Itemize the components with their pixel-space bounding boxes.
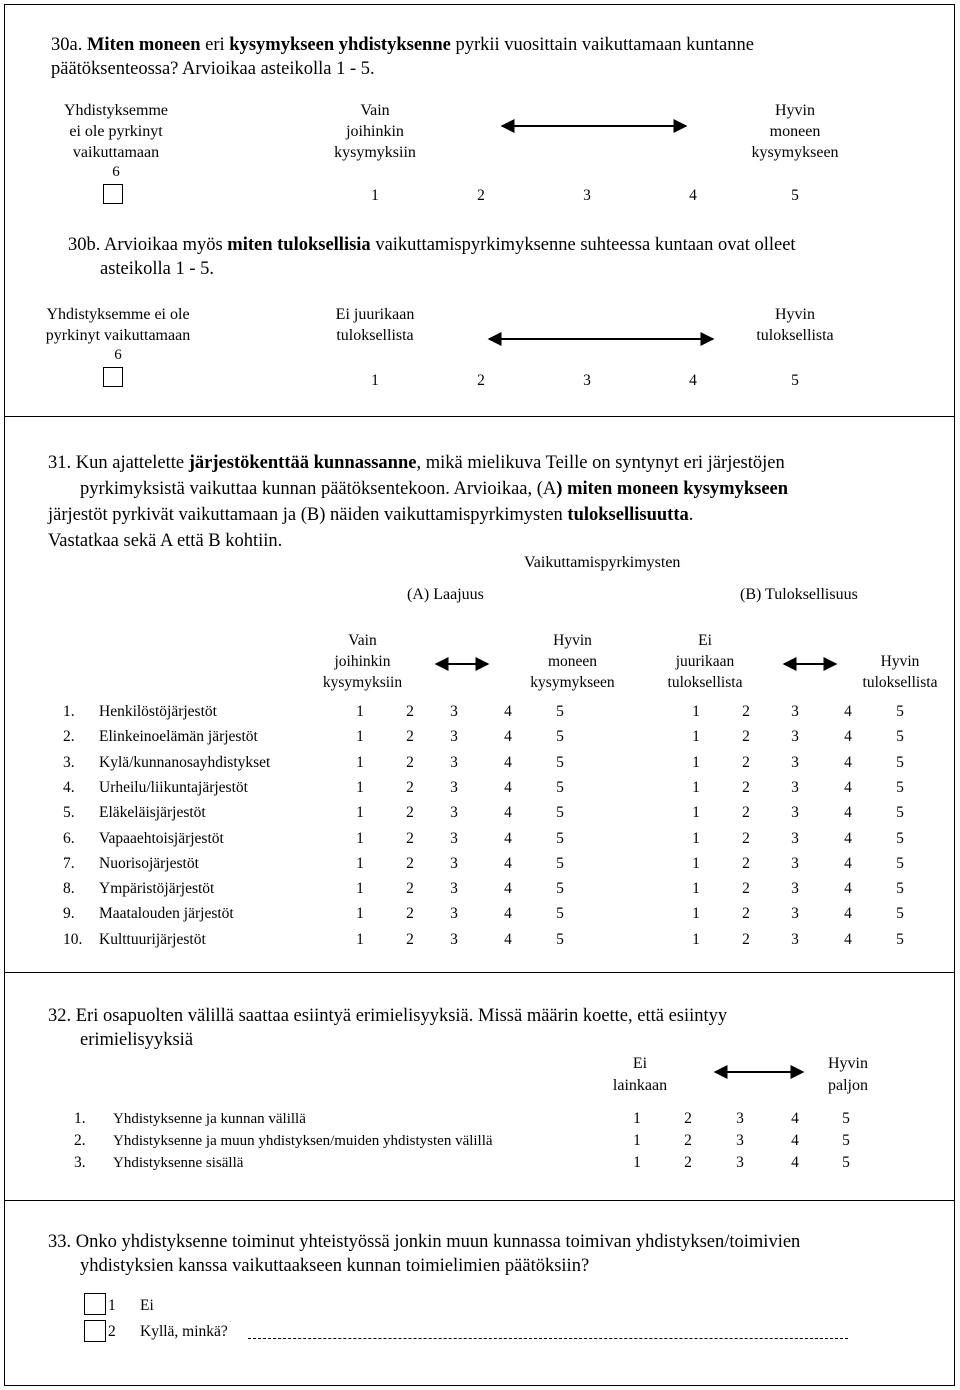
q31-row-b-scale-3[interactable]: 3: [791, 829, 799, 847]
q30b-left-1: Yhdistyksemme ei ole: [46, 306, 190, 323]
q30b-scale-2[interactable]: 2: [477, 372, 485, 389]
q31-row-b-scale-2[interactable]: 2: [742, 930, 750, 948]
q32-high-1: Hyvin: [828, 1055, 868, 1072]
q31-row-b-scale-2[interactable]: 2: [742, 753, 750, 771]
q31-row-b-scale-2[interactable]: 2: [742, 728, 750, 746]
q31-row-a-scale-4[interactable]: 4: [504, 905, 512, 923]
q31-row-b-scale-1[interactable]: 1: [692, 778, 700, 796]
q30b-text-3: vaikuttamispyrkimyksenne suhteessa kuntaan ovat olleet: [370, 235, 796, 255]
q31-row-b-scale-5[interactable]: 5: [896, 778, 904, 796]
q32-number: 32.: [48, 1006, 72, 1026]
q31-a-low-1: Vain: [348, 632, 377, 649]
q33-option-1-number: 1: [108, 1297, 116, 1314]
q31-row-a-scale-5[interactable]: 5: [556, 854, 564, 872]
q31-row-b-scale-5[interactable]: 5: [896, 753, 904, 771]
q32-row-number: 2.: [74, 1132, 86, 1149]
q31-l3c: .: [688, 505, 694, 525]
q31-row-label: Eläkeläisjärjestöt: [99, 804, 206, 822]
q31-row-a-scale-3[interactable]: 3: [450, 880, 458, 898]
q31-b-double-arrow-icon: [780, 656, 840, 672]
q30b-scale-4[interactable]: 4: [689, 372, 697, 389]
q33-number: 33.: [48, 1232, 72, 1252]
q32-row-scale-3[interactable]: 3: [736, 1132, 744, 1149]
q31-number: 31.: [48, 453, 72, 473]
q31-row-b-scale-2[interactable]: 2: [742, 703, 750, 720]
q31-l2b: ) miten moneen kysymykseen: [556, 479, 789, 499]
q31-row-b-scale-3[interactable]: 3: [791, 880, 799, 898]
q31-row-b-scale-5[interactable]: 5: [896, 829, 904, 847]
q31-row-a-scale-5[interactable]: 5: [556, 728, 564, 746]
q31-l1b: järjestökenttää kunnassanne: [188, 453, 417, 473]
q33-option-1-checkbox[interactable]: [84, 1293, 106, 1315]
q30b-low-anchor: [305, 304, 445, 346]
q31-a-high-3: kysymykseen: [530, 674, 615, 691]
q30a-scale-3[interactable]: 3: [583, 187, 591, 204]
q31-row-a-scale-3[interactable]: 3: [450, 804, 458, 822]
q32-row-scale-4[interactable]: 4: [791, 1132, 799, 1149]
q31-l1a: Kun ajattelette: [75, 453, 189, 473]
q30a-left-2: ei ole pyrkinyt: [69, 123, 163, 140]
q32-low-anchor: [585, 1053, 695, 1097]
q31-row-a-scale-2[interactable]: 2: [406, 829, 414, 847]
q31-l1c: , mikä mielikuva Teille on syntynyt eri järjestöjen: [416, 453, 785, 473]
q30a-text-1: Miten moneen: [86, 35, 201, 55]
q32-row-number: 1.: [74, 1110, 86, 1127]
q32-row-label: Yhdistyksenne ja muun yhdistyksen/muiden yhdistysten välillä: [113, 1133, 493, 1149]
q31-row-a-scale-5[interactable]: 5: [556, 804, 564, 822]
q32-row-scale-3[interactable]: 3: [736, 1110, 744, 1127]
q30a-text-line2: päätöksenteossa? Arvioikaa asteikolla 1 - 5.: [51, 59, 375, 79]
q31-row-a-scale-4[interactable]: 4: [504, 778, 512, 796]
q31-row-a-scale-3[interactable]: 3: [450, 854, 458, 872]
q31-row-a-scale-1[interactable]: 1: [356, 703, 364, 720]
q31-b-low-anchor: [650, 630, 760, 693]
q31-row-a-scale-4[interactable]: 4: [504, 829, 512, 847]
q32-row-scale-4[interactable]: 4: [791, 1110, 799, 1127]
q31-row-a-scale-1[interactable]: 1: [356, 804, 364, 822]
q32-line2: erimielisyyksiä: [80, 1030, 194, 1050]
q31-row-a-scale-3[interactable]: 3: [450, 753, 458, 771]
q30b-low-2: tuloksellista: [336, 327, 414, 344]
q31-a-low-2: joihinkin: [334, 653, 391, 670]
q31-row-b-scale-5[interactable]: 5: [896, 905, 904, 923]
q32-row-scale-5[interactable]: 5: [842, 1110, 850, 1127]
q31-row-b-scale-3[interactable]: 3: [791, 703, 799, 720]
q31-row-b-scale-4[interactable]: 4: [844, 930, 852, 948]
q31-row-a-scale-4[interactable]: 4: [504, 703, 512, 720]
q31-row-b-scale-1[interactable]: 1: [692, 880, 700, 898]
q31-l3a: järjestöt pyrkivät vaikuttamaan ja (B) näiden vaikuttamispyrkimysten: [48, 505, 568, 525]
q31-row-a-scale-5[interactable]: 5: [556, 778, 564, 796]
q32-row-number: 3.: [74, 1154, 86, 1171]
q32-row-scale-5[interactable]: 5: [842, 1154, 850, 1171]
q32-row-scale-2[interactable]: 2: [684, 1110, 692, 1127]
q30a-low-1: Vain: [360, 102, 390, 119]
q31-row-label: Elinkeinoelämän järjestöt: [99, 728, 258, 746]
q31-row-b-scale-4[interactable]: 4: [844, 829, 852, 847]
q30b-left-2: pyrkinyt vaikuttamaan: [45, 327, 191, 344]
q31-row-b-scale-5[interactable]: 5: [896, 930, 904, 948]
q31-row-a-scale-1[interactable]: 1: [356, 728, 364, 746]
q30b-scale-5[interactable]: 5: [791, 372, 799, 389]
q30a-left-1: Yhdistyksemme: [64, 102, 168, 119]
q31-row-b-scale-4[interactable]: 4: [844, 703, 852, 720]
q31-row-a-scale-1[interactable]: 1: [356, 778, 364, 796]
q31-row-a-scale-1[interactable]: 1: [356, 753, 364, 771]
q31-row-b-scale-1[interactable]: 1: [692, 930, 700, 948]
q31-row-b-scale-3[interactable]: 3: [791, 778, 799, 796]
q31-row-b-scale-1[interactable]: 1: [692, 753, 700, 771]
q31-row-label: Urheilu/liikuntajärjestöt: [99, 778, 248, 796]
q31-row-b-scale-5[interactable]: 5: [896, 703, 904, 720]
q31-row-a-scale-1[interactable]: 1: [356, 829, 364, 847]
divider-q31-q32: [5, 972, 954, 973]
q31-row-a-scale-4[interactable]: 4: [504, 728, 512, 746]
q33-option-2-label: Kyllä, minkä?: [140, 1323, 228, 1340]
q31-row-label: Henkilöstöjärjestöt: [99, 703, 217, 720]
q32-row-scale-5[interactable]: 5: [842, 1132, 850, 1149]
q33-answer-line[interactable]: [248, 1338, 848, 1339]
q31-l4: Vastatkaa sekä A että B kohtiin.: [48, 531, 283, 551]
q30a-high-anchor: [725, 100, 865, 163]
q31-b-high-anchor: [845, 651, 955, 693]
q31-row-a-scale-4[interactable]: 4: [504, 880, 512, 898]
q31-group-header: Vaikuttamispyrkimysten: [524, 554, 681, 571]
divider-q32-q33: [5, 1200, 954, 1201]
q30b-high-2: tuloksellista: [756, 327, 834, 344]
q31-row-a-scale-3[interactable]: 3: [450, 829, 458, 847]
q31-l3b: tuloksellisuutta: [567, 505, 689, 525]
q31-row-number: 7.: [63, 854, 75, 872]
q30a-high-3: kysymykseen: [751, 144, 839, 161]
q31-row-label: Kulttuurijärjestöt: [99, 930, 206, 948]
q33-option-2-number: 2: [108, 1323, 116, 1340]
q30a-high-2: moneen: [769, 123, 821, 140]
q31-row-a-scale-3[interactable]: 3: [450, 728, 458, 746]
q31-row-b-scale-3[interactable]: 3: [791, 854, 799, 872]
q30a-left-3: vaikuttamaan: [72, 144, 160, 161]
q31-question: [48, 450, 953, 554]
q30a-number: 30a.: [51, 35, 83, 55]
q33-option-2-checkbox[interactable]: [84, 1320, 106, 1342]
q31-row-b-scale-2[interactable]: 2: [742, 880, 750, 898]
q31-b-low-3: tuloksellista: [667, 674, 743, 691]
q30a-text-2: eri: [200, 35, 230, 55]
q30b-text-line2: asteikolla 1 - 5.: [100, 259, 215, 279]
q30b-high-anchor: [725, 304, 865, 346]
q30b-high-1: Hyvin: [775, 306, 815, 323]
q32-row-label: Yhdistyksenne ja kunnan välillä: [113, 1111, 306, 1127]
q31-row-a-scale-2[interactable]: 2: [406, 703, 414, 720]
q31-row-a-scale-1[interactable]: 1: [356, 930, 364, 948]
q31-row-b-scale-2[interactable]: 2: [742, 854, 750, 872]
q30b-box-number: 6: [114, 347, 122, 363]
q31-a-low-anchor: [305, 630, 420, 693]
q31-a-double-arrow-icon: [432, 656, 492, 672]
q31-row-b-scale-3[interactable]: 3: [791, 728, 799, 746]
q31-row-a-scale-4[interactable]: 4: [504, 930, 512, 948]
q31-row-b-scale-2[interactable]: 2: [742, 778, 750, 796]
q31-row-number: 2.: [63, 728, 75, 746]
q31-row-number: 3.: [63, 753, 75, 771]
q30b-text-1: Arvioikaa myös: [103, 235, 228, 255]
q31-row-number: 9.: [63, 905, 75, 923]
q31-row-b-scale-4[interactable]: 4: [844, 728, 852, 746]
q31-row-b-scale-1[interactable]: 1: [692, 854, 700, 872]
q32-row-scale-1[interactable]: 1: [633, 1132, 641, 1149]
q32-high-anchor: [793, 1053, 903, 1097]
q32-high-2: paljon: [828, 1077, 868, 1094]
q30a-low-anchor: [305, 100, 445, 163]
q30a-high-1: Hyvin: [775, 102, 815, 119]
q31-row-b-scale-4[interactable]: 4: [844, 880, 852, 898]
q31-col-b-header: (B) Tuloksellisuus: [740, 586, 858, 603]
q31-row-number: 5.: [63, 804, 75, 822]
q30a-no-influence-label: [36, 100, 196, 181]
q31-row-a-scale-2[interactable]: 2: [406, 778, 414, 796]
q31-row-a-scale-5[interactable]: 5: [556, 829, 564, 847]
q31-row-a-scale-5[interactable]: 5: [556, 905, 564, 923]
divider-q30-q31: [5, 416, 954, 417]
q31-row-a-scale-3[interactable]: 3: [450, 905, 458, 923]
q30a-no-influence-checkbox[interactable]: [103, 184, 123, 204]
q31-row-b-scale-2[interactable]: 2: [742, 829, 750, 847]
q32-row-scale-1[interactable]: 1: [633, 1154, 641, 1171]
q31-row-label: Maatalouden järjestöt: [99, 905, 234, 923]
q31-l2a: pyrkimyksistä vaikuttaa kunnan päätöksentekoon. Arvioikaa, (A: [80, 479, 557, 499]
q31-a-high-2: moneen: [547, 653, 598, 670]
q32-question: [48, 1004, 928, 1052]
q31-row-b-scale-1[interactable]: 1: [692, 728, 700, 746]
q32-line1: Eri osapuolten välillä saattaa esiintyä erimielisyyksiä. Missä määrin koette, että esiintyy: [75, 1006, 728, 1026]
q31-row-a-scale-1[interactable]: 1: [356, 854, 364, 872]
q31-row-number: 1.: [63, 703, 75, 720]
q30a-text-3: kysymykseen yhdistyksenne: [229, 35, 451, 55]
q30a-box-number: 6: [112, 164, 120, 180]
q30a-scale-5[interactable]: 5: [791, 187, 799, 204]
q31-row-number: 6.: [63, 829, 75, 847]
q31-row-b-scale-1[interactable]: 1: [692, 829, 700, 847]
q33-line2: yhdistyksien kanssa vaikuttaakseen kunnan toimielimien päätöksiin?: [80, 1256, 590, 1276]
q30b-question: [68, 233, 938, 281]
q30b-number: 30b.: [68, 235, 101, 255]
q31-row-b-scale-3[interactable]: 3: [791, 930, 799, 948]
q31-row-b-scale-4[interactable]: 4: [844, 804, 852, 822]
page-frame: [4, 4, 955, 1386]
q30b-no-influence-label: [18, 304, 218, 364]
q32-row-scale-2[interactable]: 2: [684, 1154, 692, 1171]
q31-row-a-scale-3[interactable]: 3: [450, 703, 458, 720]
q31-row-a-scale-2[interactable]: 2: [406, 753, 414, 771]
q30b-scale-3[interactable]: 3: [583, 372, 591, 389]
q31-row-a-scale-4[interactable]: 4: [504, 753, 512, 771]
q31-row-a-scale-2[interactable]: 2: [406, 854, 414, 872]
q31-row-label: Vapaaehtoisjärjestöt: [99, 829, 224, 847]
q33-question: [48, 1230, 953, 1278]
q30b-double-arrow-icon: [485, 331, 717, 347]
q31-row-label: Nuorisojärjestöt: [99, 854, 199, 872]
q31-row-a-scale-3[interactable]: 3: [450, 930, 458, 948]
q31-row-a-scale-1[interactable]: 1: [356, 880, 364, 898]
q30a-scale-2[interactable]: 2: [477, 187, 485, 204]
q31-row-b-scale-3[interactable]: 3: [791, 753, 799, 771]
q31-row-b-scale-4[interactable]: 4: [844, 753, 852, 771]
q31-row-number: 8.: [63, 880, 75, 898]
q31-col-a-header: (A) Laajuus: [407, 586, 484, 603]
q30a-text-4: pyrkii vuosittain vaikuttamaan kuntanne: [450, 35, 754, 55]
q31-row-b-scale-4[interactable]: 4: [844, 905, 852, 923]
q33-line1: Onko yhdistyksenne toiminut yhteistyössä jonkin muun kunnassa toimivan yhdistyksen/toimivien: [75, 1232, 801, 1252]
q31-b-low-1: Ei: [698, 632, 712, 649]
q32-row-scale-4[interactable]: 4: [791, 1154, 799, 1171]
q31-row-label: Ympäristöjärjestöt: [99, 880, 215, 898]
q31-row-a-scale-4[interactable]: 4: [504, 854, 512, 872]
q32-row-scale-1[interactable]: 1: [633, 1110, 641, 1127]
q31-row-a-scale-2[interactable]: 2: [406, 728, 414, 746]
q31-row-a-scale-5[interactable]: 5: [556, 930, 564, 948]
q32-low-2: lainkaan: [612, 1077, 668, 1094]
q31-row-b-scale-5[interactable]: 5: [896, 728, 904, 746]
q31-row-label: Kylä/kunnanosayhdistykset: [99, 753, 271, 771]
q30a-double-arrow-icon: [498, 118, 690, 134]
q31-b-low-2: juurikaan: [675, 653, 735, 670]
q30b-text-2: miten tuloksellisia: [227, 235, 371, 255]
q31-row-a-scale-2[interactable]: 2: [406, 880, 414, 898]
q31-row-b-scale-1[interactable]: 1: [692, 905, 700, 923]
q31-row-a-scale-5[interactable]: 5: [556, 703, 564, 720]
q31-row-b-scale-4[interactable]: 4: [844, 854, 852, 872]
q31-a-high-1: Hyvin: [553, 632, 592, 649]
q31-row-a-scale-3[interactable]: 3: [450, 778, 458, 796]
q31-row-a-scale-5[interactable]: 5: [556, 753, 564, 771]
q30a-scale-1[interactable]: 1: [371, 187, 379, 204]
q31-row-b-scale-5[interactable]: 5: [896, 880, 904, 898]
q31-row-number: 4.: [63, 778, 75, 796]
q32-low-1: Ei: [632, 1055, 648, 1072]
q31-row-b-scale-3[interactable]: 3: [791, 804, 799, 822]
q31-row-b-scale-4[interactable]: 4: [844, 778, 852, 796]
q31-row-a-scale-1[interactable]: 1: [356, 905, 364, 923]
q31-b-high-1: Hyvin: [880, 653, 920, 670]
q30a-scale-4[interactable]: 4: [689, 187, 697, 204]
q31-row-b-scale-1[interactable]: 1: [692, 703, 700, 720]
q30b-low-1: Ei juurikaan: [335, 306, 415, 323]
q31-row-a-scale-4[interactable]: 4: [504, 804, 512, 822]
q31-row-a-scale-2[interactable]: 2: [406, 930, 414, 948]
q31-row-b-scale-2[interactable]: 2: [742, 905, 750, 923]
q32-row-scale-2[interactable]: 2: [684, 1132, 692, 1149]
q31-row-b-scale-3[interactable]: 3: [791, 905, 799, 923]
q31-row-a-scale-2[interactable]: 2: [406, 905, 414, 923]
q33-option-1-label: Ei: [140, 1297, 154, 1314]
q31-a-high-anchor: [515, 630, 630, 693]
q31-row-a-scale-5[interactable]: 5: [556, 880, 564, 898]
q31-row-b-scale-5[interactable]: 5: [896, 804, 904, 822]
q30b-no-influence-checkbox[interactable]: [103, 367, 123, 387]
q31-row-number: 10.: [63, 930, 83, 948]
q30a-question: [51, 33, 911, 81]
q31-row-a-scale-2[interactable]: 2: [406, 804, 414, 822]
q31-row-b-scale-5[interactable]: 5: [896, 854, 904, 872]
q32-row-label: Yhdistyksenne sisällä: [113, 1155, 244, 1171]
q30a-low-2: joihinkin: [346, 123, 404, 140]
q30b-scale-1[interactable]: 1: [371, 372, 379, 389]
q30a-low-3: kysymyksiin: [334, 144, 416, 161]
q31-a-low-3: kysymyksiin: [322, 674, 403, 691]
q32-row-scale-3[interactable]: 3: [736, 1154, 744, 1171]
q31-b-high-2: tuloksellista: [862, 674, 938, 691]
q31-row-b-scale-2[interactable]: 2: [742, 804, 750, 822]
q31-row-b-scale-1[interactable]: 1: [692, 804, 700, 822]
